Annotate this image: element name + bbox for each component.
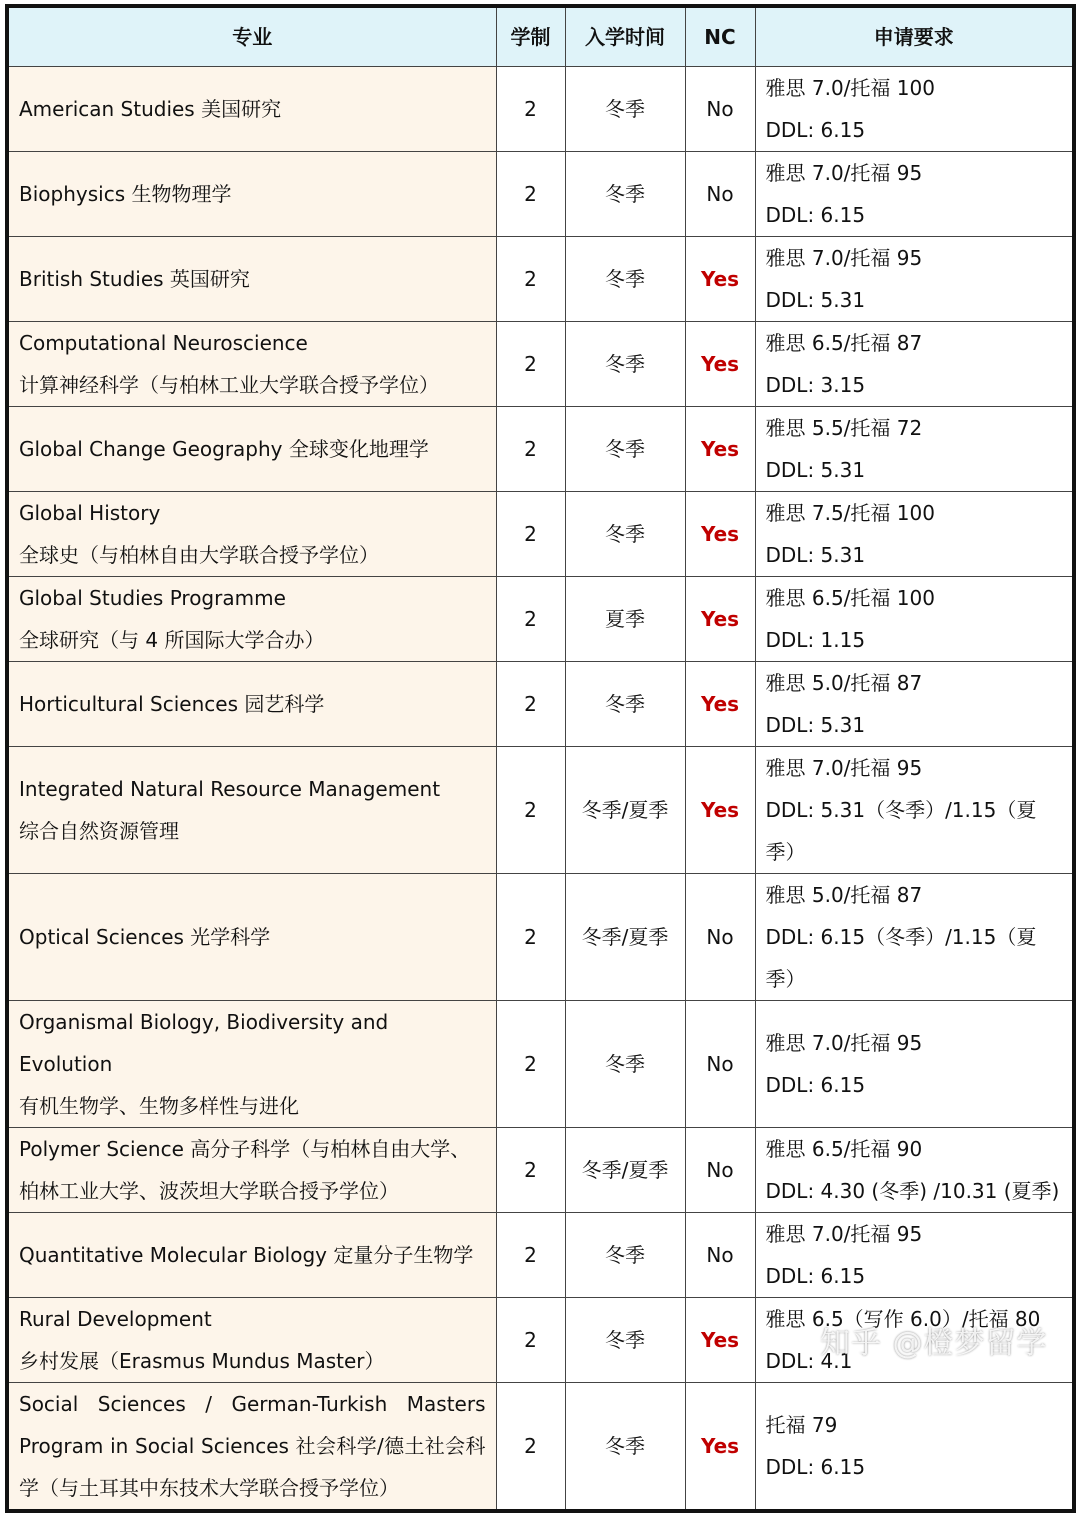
duration-cell: 2	[496, 874, 565, 1001]
duration-cell: 2	[496, 492, 565, 577]
intake-cell: 夏季	[565, 577, 685, 662]
duration-cell: 2	[496, 1001, 565, 1128]
header-duration: 学制	[496, 6, 565, 67]
duration-cell: 2	[496, 1298, 565, 1383]
major-line: 计算神经科学（与柏林工业大学联合授予学位）	[19, 373, 439, 397]
intake-cell: 冬季/夏季	[565, 1128, 685, 1213]
nc-cell: Yes	[685, 662, 755, 747]
requirements-cell	[755, 237, 1074, 322]
intake-cell: 冬季	[565, 152, 685, 237]
intake-cell: 冬季	[565, 492, 685, 577]
requirements-cell	[755, 1213, 1074, 1298]
major-cell	[7, 152, 496, 237]
duration-cell: 2	[496, 1383, 565, 1512]
duration-cell: 2	[496, 747, 565, 874]
major-line: Quantitative Molecular Biology 定量分子生物学	[19, 1243, 474, 1267]
major-cell	[7, 1383, 496, 1512]
major-line: 有机生物学、生物多样性与进化	[19, 1094, 299, 1118]
requirement-line: 托福 79	[765, 1413, 838, 1437]
nc-cell: Yes	[685, 237, 755, 322]
major-line: Integrated Natural Resource Management	[19, 777, 441, 801]
major-line: Optical Sciences 光学科学	[19, 925, 271, 949]
intake-cell: 冬季	[565, 237, 685, 322]
table-row	[7, 152, 1074, 237]
major-cell	[7, 874, 496, 1001]
programs-table	[5, 4, 1076, 1513]
table-row	[7, 1128, 1074, 1213]
major-cell	[7, 237, 496, 322]
requirements-cell	[755, 747, 1074, 874]
duration-cell: 2	[496, 1128, 565, 1213]
major-line: American Studies 美国研究	[19, 97, 282, 121]
requirements-cell	[755, 1128, 1074, 1213]
nc-cell: Yes	[685, 577, 755, 662]
requirement-line: 雅思 5.5/托福 72	[765, 416, 923, 440]
major-cell	[7, 322, 496, 407]
requirement-line: 雅思 7.0/托福 100	[765, 76, 935, 100]
intake-cell: 冬季/夏季	[565, 747, 685, 874]
requirement-line: DDL: 5.31	[765, 713, 866, 737]
requirement-line: 雅思 6.5/托福 100	[765, 586, 935, 610]
requirement-line: DDL: 6.15	[765, 1455, 866, 1479]
major-line: 乡村发展（Erasmus Mundus Master）	[19, 1349, 385, 1373]
requirement-line: DDL: 5.31（冬季）/1.15（夏季）	[765, 798, 1037, 864]
duration-cell: 2	[496, 152, 565, 237]
major-cell	[7, 662, 496, 747]
major-line: 全球研究（与 4 所国际大学合办）	[19, 628, 325, 652]
requirements-cell	[755, 577, 1074, 662]
nc-cell: No	[685, 1213, 755, 1298]
duration-cell: 2	[496, 1213, 565, 1298]
requirement-line: DDL: 6.15	[765, 203, 866, 227]
major-cell	[7, 1213, 496, 1298]
major-line: Global History	[19, 501, 161, 525]
requirements-cell	[755, 322, 1074, 407]
requirements-cell	[755, 1001, 1074, 1128]
requirement-line: DDL: 4.30 (冬季) /10.31 (夏季)	[765, 1179, 1060, 1203]
major-cell	[7, 492, 496, 577]
table-row	[7, 662, 1074, 747]
duration-cell: 2	[496, 322, 565, 407]
header-nc: NC	[685, 6, 755, 67]
duration-cell: 2	[496, 67, 565, 152]
requirement-line: DDL: 1.15	[765, 628, 866, 652]
nc-cell: No	[685, 1128, 755, 1213]
nc-cell: Yes	[685, 492, 755, 577]
header-requirements: 申请要求	[755, 6, 1074, 67]
table-row	[7, 874, 1074, 1001]
major-cell	[7, 1128, 496, 1213]
requirement-line: DDL: 6.15	[765, 1073, 866, 1097]
major-cell	[7, 1001, 496, 1128]
table-row	[7, 1001, 1074, 1128]
major-line: Organismal Biology, Biodiversity and Evolution	[19, 1010, 389, 1076]
table-header	[7, 6, 1074, 67]
intake-cell: 冬季	[565, 662, 685, 747]
requirement-line: 雅思 7.0/托福 95	[765, 161, 923, 185]
duration-cell: 2	[496, 662, 565, 747]
table-row	[7, 1383, 1074, 1512]
requirements-cell	[755, 874, 1074, 1001]
requirement-line: DDL: 4.1	[765, 1349, 853, 1373]
nc-cell: Yes	[685, 1298, 755, 1383]
nc-cell: No	[685, 874, 755, 1001]
intake-cell: 冬季	[565, 1298, 685, 1383]
duration-cell: 2	[496, 577, 565, 662]
table-row	[7, 237, 1074, 322]
requirement-line: DDL: 6.15	[765, 1264, 866, 1288]
requirements-cell	[755, 492, 1074, 577]
nc-cell: Yes	[685, 322, 755, 407]
header-intake: 入学时间	[565, 6, 685, 67]
intake-cell: 冬季	[565, 322, 685, 407]
major-line: Social Sciences / German-Turkish Masters Program in Social Sciences 社会科学/德土社会科学（与土耳其中东技术大学联合授予学位）	[19, 1392, 486, 1500]
requirements-cell	[755, 67, 1074, 152]
intake-cell: 冬季	[565, 1213, 685, 1298]
requirements-cell	[755, 407, 1074, 492]
requirement-line: 雅思 6.5/托福 87	[765, 331, 923, 355]
table-row	[7, 1213, 1074, 1298]
requirement-line: 雅思 6.5（写作 6.0）/托福 80	[765, 1307, 1041, 1331]
table-row	[7, 492, 1074, 577]
requirement-line: DDL: 5.31	[765, 543, 866, 567]
table-row	[7, 322, 1074, 407]
major-line: Polymer Science 高分子科学（与柏林自由大学、	[19, 1137, 471, 1161]
major-line: 柏林工业大学、波茨坦大学联合授予学位）	[19, 1179, 399, 1203]
intake-cell: 冬季	[565, 1383, 685, 1512]
requirement-line: 雅思 5.0/托福 87	[765, 883, 923, 907]
major-cell	[7, 407, 496, 492]
requirement-line: 雅思 7.0/托福 95	[765, 756, 923, 780]
intake-cell: 冬季/夏季	[565, 874, 685, 1001]
intake-cell: 冬季	[565, 67, 685, 152]
major-cell	[7, 577, 496, 662]
table-row	[7, 67, 1074, 152]
requirement-line: 雅思 7.0/托福 95	[765, 246, 923, 270]
major-line: Horticultural Sciences 园艺科学	[19, 692, 325, 716]
major-line: British Studies 英国研究	[19, 267, 250, 291]
major-line: 全球史（与柏林自由大学联合授予学位）	[19, 543, 379, 567]
major-line: Global Change Geography 全球变化地理学	[19, 437, 429, 461]
requirement-line: 雅思 6.5/托福 90	[765, 1137, 923, 1161]
intake-cell: 冬季	[565, 1001, 685, 1128]
requirement-line: DDL: 5.31	[765, 458, 866, 482]
intake-cell: 冬季	[565, 407, 685, 492]
table-row	[7, 577, 1074, 662]
major-line: Computational Neuroscience	[19, 331, 308, 355]
major-cell	[7, 1298, 496, 1383]
requirement-line: 雅思 7.5/托福 100	[765, 501, 935, 525]
requirement-line: DDL: 5.31	[765, 288, 866, 312]
header-major: 专业	[7, 6, 496, 67]
major-cell	[7, 67, 496, 152]
major-line: Rural Development	[19, 1307, 212, 1331]
nc-cell: No	[685, 67, 755, 152]
major-line: Biophysics 生物物理学	[19, 182, 232, 206]
nc-cell: No	[685, 1001, 755, 1128]
nc-cell: Yes	[685, 747, 755, 874]
requirements-cell	[755, 152, 1074, 237]
requirement-line: DDL: 6.15	[765, 118, 866, 142]
requirement-line: 雅思 7.0/托福 95	[765, 1222, 923, 1246]
duration-cell: 2	[496, 407, 565, 492]
requirement-line: DDL: 6.15（冬季）/1.15（夏季）	[765, 925, 1037, 991]
requirement-line: 雅思 5.0/托福 87	[765, 671, 923, 695]
watermark: 知乎 @橙梦留学	[820, 1326, 1048, 1361]
table-row	[7, 407, 1074, 492]
nc-cell: Yes	[685, 407, 755, 492]
requirements-cell	[755, 1383, 1074, 1512]
requirement-line: 雅思 7.0/托福 95	[765, 1031, 923, 1055]
major-line: Global Studies Programme	[19, 586, 286, 610]
major-cell	[7, 747, 496, 874]
requirements-cell	[755, 662, 1074, 747]
nc-cell: Yes	[685, 1383, 755, 1512]
nc-cell: No	[685, 152, 755, 237]
duration-cell: 2	[496, 237, 565, 322]
table-row	[7, 747, 1074, 874]
requirement-line: DDL: 3.15	[765, 373, 866, 397]
major-line: 综合自然资源管理	[19, 819, 179, 843]
